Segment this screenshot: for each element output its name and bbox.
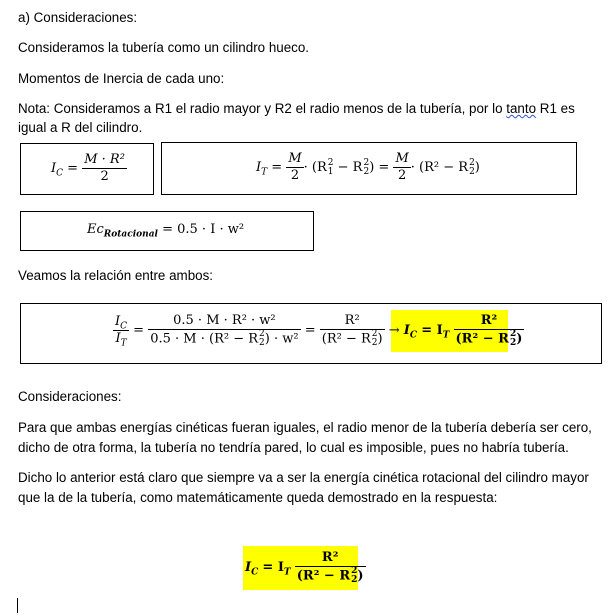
formula-it: $I_T$ = $\frac{M}{2}$ · (R 2 1 − R 2 2 ) = $\frac{M}{2}$ · (R² − R 2 2 ) bbox=[256, 151, 480, 183]
nota-text-2: R1 es igual a R del cilindro. bbox=[18, 101, 575, 135]
formula-ec: $Ec_{Rotacional} = 0.5 \cdot I \cdot w^2$ bbox=[87, 222, 245, 240]
formula-box-it bbox=[161, 142, 577, 195]
paragraph-tuberia: Consideramos la tubería como un cilindro hueco. bbox=[18, 40, 310, 55]
formula-box-ic bbox=[20, 143, 154, 195]
paragraph-energias: Para que ambas energías cinéticas fueran iguales, el radio menor de la tubería debería ser cero, dicho de otra forma, la tubería no tendría pared, lo cual es imposible, pues no habría tubería. bbox=[18, 420, 592, 455]
spellcheck-word[interactable]: tanto bbox=[506, 101, 537, 116]
nota-text-1: Nota: Consideramos a R1 el radio mayor y R2 el radio menos de la tubería, por lo bbox=[18, 101, 507, 116]
paragraph-nota bbox=[18, 99, 603, 137]
heading-consideraciones: Consideraciones: bbox=[18, 389, 122, 404]
formula-final-result: $I_C = I_T$ R² (R² − R 2 2 ) bbox=[245, 550, 364, 585]
paragraph-conclusion: Dicho lo anterior está claro que siempre va a ser la energía cinética rotacional del cilindro mayor que la de la tubería, como matemáticamente queda demostrado en la respuesta: bbox=[18, 470, 589, 505]
text-cursor bbox=[17, 598, 18, 613]
paragraph-momentos: Momentos de Inercia de cada uno: bbox=[18, 71, 225, 86]
heading: a) Consideraciones: bbox=[18, 10, 138, 25]
formula-ic: $I_C$ = $\frac{\text{M · R²}}{2}$ bbox=[51, 152, 125, 184]
formula-box-relation bbox=[20, 303, 602, 364]
paragraph-relacion: Veamos la relación entre ambos: bbox=[18, 268, 214, 283]
formula-box-ec bbox=[20, 211, 314, 251]
formula-relation: $\frac{I_C}{I_T}$ = 0.5 · M · R² · w² 0.5 · M · (R² − R 2 2 ) · w² = R² (R² − R 2 2 ) → $I_C = I_T$ R² (R² − R 2 2 ) bbox=[115, 313, 523, 349]
